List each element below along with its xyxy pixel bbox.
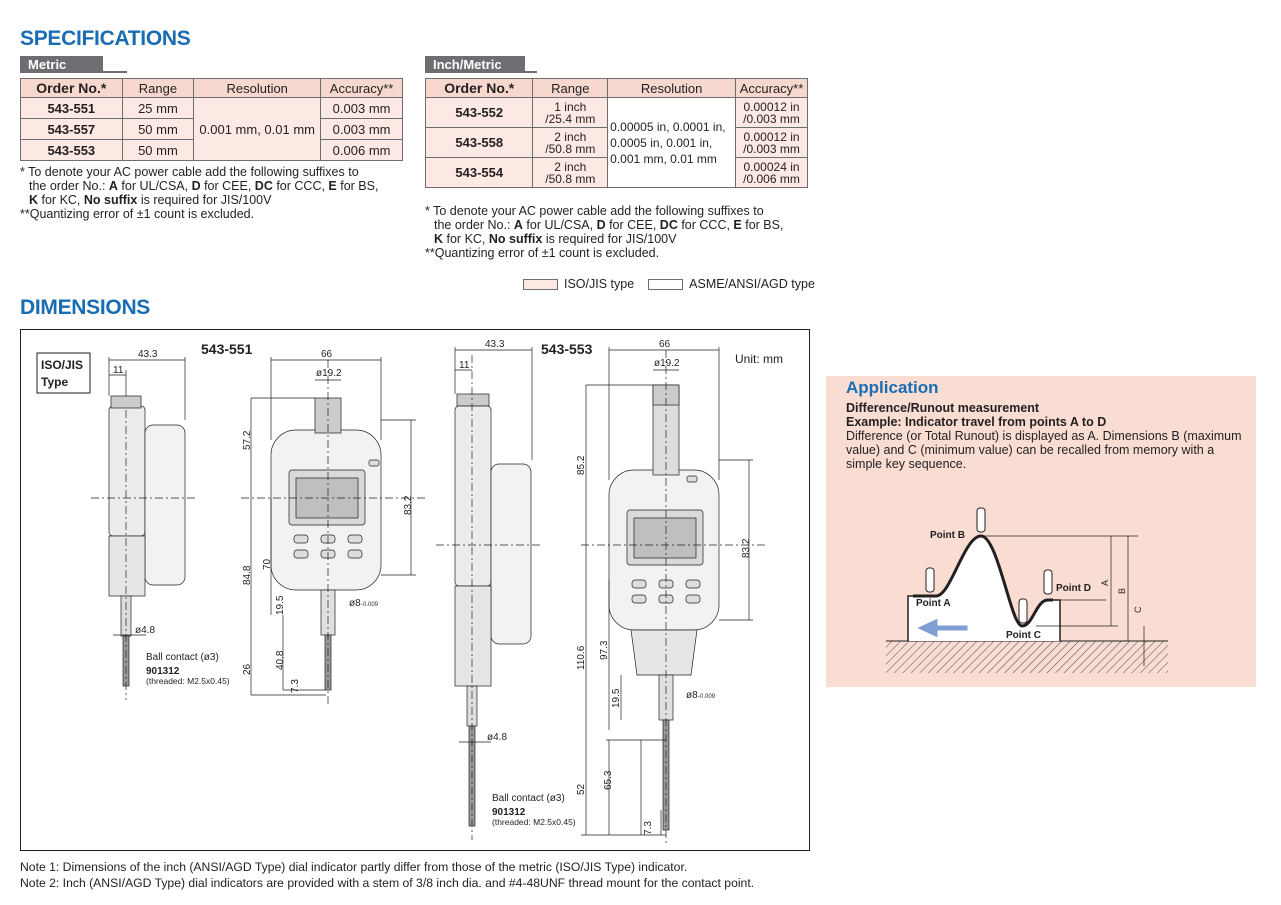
part-number-a: 901312 [146,666,180,677]
dim-front-b-h1: 85.2 [576,455,587,475]
accuracy-value: 0.00012 in /0.003 mm [736,128,808,158]
iso-swatch [523,279,558,290]
order-number: 543-551 [21,98,123,119]
table-row [426,98,808,128]
part-number-b: 901312 [492,807,526,818]
dim-front-a-h2: 83.2 [403,495,414,515]
model-label-b: 543-553 [541,341,593,357]
metric-tab-rule [103,71,127,73]
order-number: 543-558 [426,128,533,158]
dim-side-a-width: 43.3 [138,349,158,360]
suffix-note-line2: the order No.: A for UL/CSA, D for CEE, DC for CCC, E for BS, [29,179,379,193]
accuracy-value: 0.003 mm [321,119,403,140]
dim-front-b-cap: ø19.2 [654,358,680,369]
accuracy-value: 0.003 mm [321,98,403,119]
dimensions-title: DIMENSIONS [20,296,151,319]
suffix-note: * To denote your AC power cable add the following suffixes to [20,165,359,179]
dim-a-label: A [1100,579,1110,586]
suffix-note: * To denote your AC power cable add the following suffixes to [425,204,764,218]
inch-tab-rule [525,71,537,73]
range-value: 50 mm [122,140,194,161]
suffix-note-line3: K for KC, No suffix is required for JIS/100V [29,193,272,207]
dim-side-b-offset: 11 [459,360,470,371]
dim-front-a-cap: ø19.2 [316,368,342,379]
metric-header-resolution: Resolution [194,79,321,98]
suffix-note-line2: the order No.: A for UL/CSA, D for CEE, DC for CCC, E for BS, [434,218,784,232]
dim-front-b-tol: -0.009 [698,694,716,700]
metric-header-accuracy: Accuracy** [321,79,403,98]
dim-front-b-h4: 97.3 [599,640,610,660]
dim-side-b-width: 43.3 [485,339,505,350]
dim-front-b-width: 66 [659,339,671,350]
inch-header-range: Range [533,79,608,98]
ball-contact-b: Ball contact (ø3) [492,793,565,804]
dimension-drawing-svg [21,330,811,852]
range-value: 1 inch /25.4 mm [533,98,608,128]
range-value: 25 mm [122,98,194,119]
dim-front-a-h6: 40.8 [275,650,286,670]
dim-front-a-h5: 19.5 [275,595,286,615]
table-row [21,98,403,119]
dim-front-a-width: 66 [321,349,333,360]
dim-front-b-h8: 7.3 [643,821,654,835]
specifications-title: SPECIFICATIONS [20,27,191,50]
application-body: Difference (or Total Runout) is displayed as A. Dimensions B (maximum value) and C (minimum value) can be recalled from memory with a simple key sequence. [846,429,1242,471]
asme-swatch [648,279,683,290]
footnote-2: Note 2: Inch (ANSI/AGD Type) dial indicators are provided with a stem of 3/8 inch dia. and #4-48UNF thread mount for the contact point. [20,876,755,890]
application-title: Application [846,378,939,397]
dim-front-b-h3: 110.6 [576,645,587,670]
order-number: 543-554 [426,158,533,188]
dim-side-b-stem: ø4.8 [487,732,508,743]
range-value: 50 mm [122,119,194,140]
point-b-label: Point B [930,530,965,541]
dim-front-a-tol: -0.009 [361,602,379,608]
metric-spec-table [20,78,403,161]
inch-spec-table [425,78,808,188]
dim-front-a-h4: 70 [262,558,273,570]
inch-header-accuracy: Accuracy** [736,79,808,98]
thread-spec-a: (threaded: M2.5x0.45) [146,676,230,686]
range-value: 2 inch /50.8 mm [533,158,608,188]
order-number: 543-557 [21,119,123,140]
application-panel [826,376,1256,687]
asme-legend-label: ASME/ANSI/AGD type [689,277,815,291]
point-c-label: Point C [1006,630,1041,641]
footnote-1: Note 1: Dimensions of the inch (ANSI/AGD Type) dial indicator partly differ from those of the metric (ISO/JIS Type) indicator. [20,860,688,874]
metric-header-order: Order No.* [21,79,123,98]
dim-front-b-h7: 65.3 [603,770,614,790]
inch-metric-tab: Inch/Metric [425,56,525,73]
resolution-value: 0.001 mm, 0.01 mm [194,98,321,161]
dim-side-a-offset: 11 [113,365,124,376]
model-label-a: 543-551 [201,341,253,357]
range-value: 2 inch /50.8 mm [533,128,608,158]
dim-c-label: C [1133,606,1143,613]
type-label-line2: Type [41,375,69,389]
metric-tab: Metric [20,56,103,73]
accuracy-value: 0.006 mm [321,140,403,161]
iso-legend-label: ISO/JIS type [564,277,635,291]
thread-spec-b: (threaded: M2.5x0.45) [492,817,576,827]
metric-notes [20,165,410,221]
quantizing-note: **Quantizing error of ±1 count is excluded. [425,246,660,260]
type-label-line1: ISO/JIS [41,358,84,372]
application-subtitle: Difference/Runout measurement [846,401,1040,415]
dim-front-a-h3: 84.8 [242,565,253,585]
application-example: Example: Indicator travel from points A to D [846,415,1107,429]
resolution-value: 0.00005 in, 0.0001 in, 0.0005 in, 0.001 in, 0.001 mm, 0.01 mm [608,98,736,188]
runout-diagram [826,376,1256,687]
accuracy-value: 0.00024 in /0.006 mm [736,158,808,188]
dim-front-a-h1: 57.2 [242,430,253,450]
unit-label: Unit: mm [735,352,783,366]
dim-front-a-h8: 7.3 [290,679,301,693]
dim-b-label: B [1117,587,1127,594]
point-a-label: Point A [916,598,951,609]
suffix-note-line3: K for KC, No suffix is required for JIS/100V [434,232,677,246]
order-number: 543-553 [21,140,123,161]
dim-front-b-h6: 52 [576,783,587,795]
dim-side-a-stem: ø4.8 [135,625,156,636]
dim-front-b-stem: ø8 [686,690,698,701]
dim-front-b-h5: 19.5 [611,688,622,708]
point-d-label: Point D [1056,583,1091,594]
quantizing-note: **Quantizing error of ±1 count is excluded. [20,207,255,221]
metric-header-range: Range [122,79,194,98]
dimensions-drawing [20,329,810,851]
accuracy-value: 0.00012 in /0.003 mm [736,98,808,128]
inch-notes [425,204,815,260]
inch-header-resolution: Resolution [608,79,736,98]
ball-contact-a: Ball contact (ø3) [146,652,219,663]
dim-front-a-h7: 26 [242,663,253,675]
dim-front-a-stem: ø8 [349,598,361,609]
inch-header-order: Order No.* [426,79,533,98]
dim-front-b-h2: 83.2 [741,538,752,558]
type-legend [523,277,815,291]
order-number: 543-552 [426,98,533,128]
